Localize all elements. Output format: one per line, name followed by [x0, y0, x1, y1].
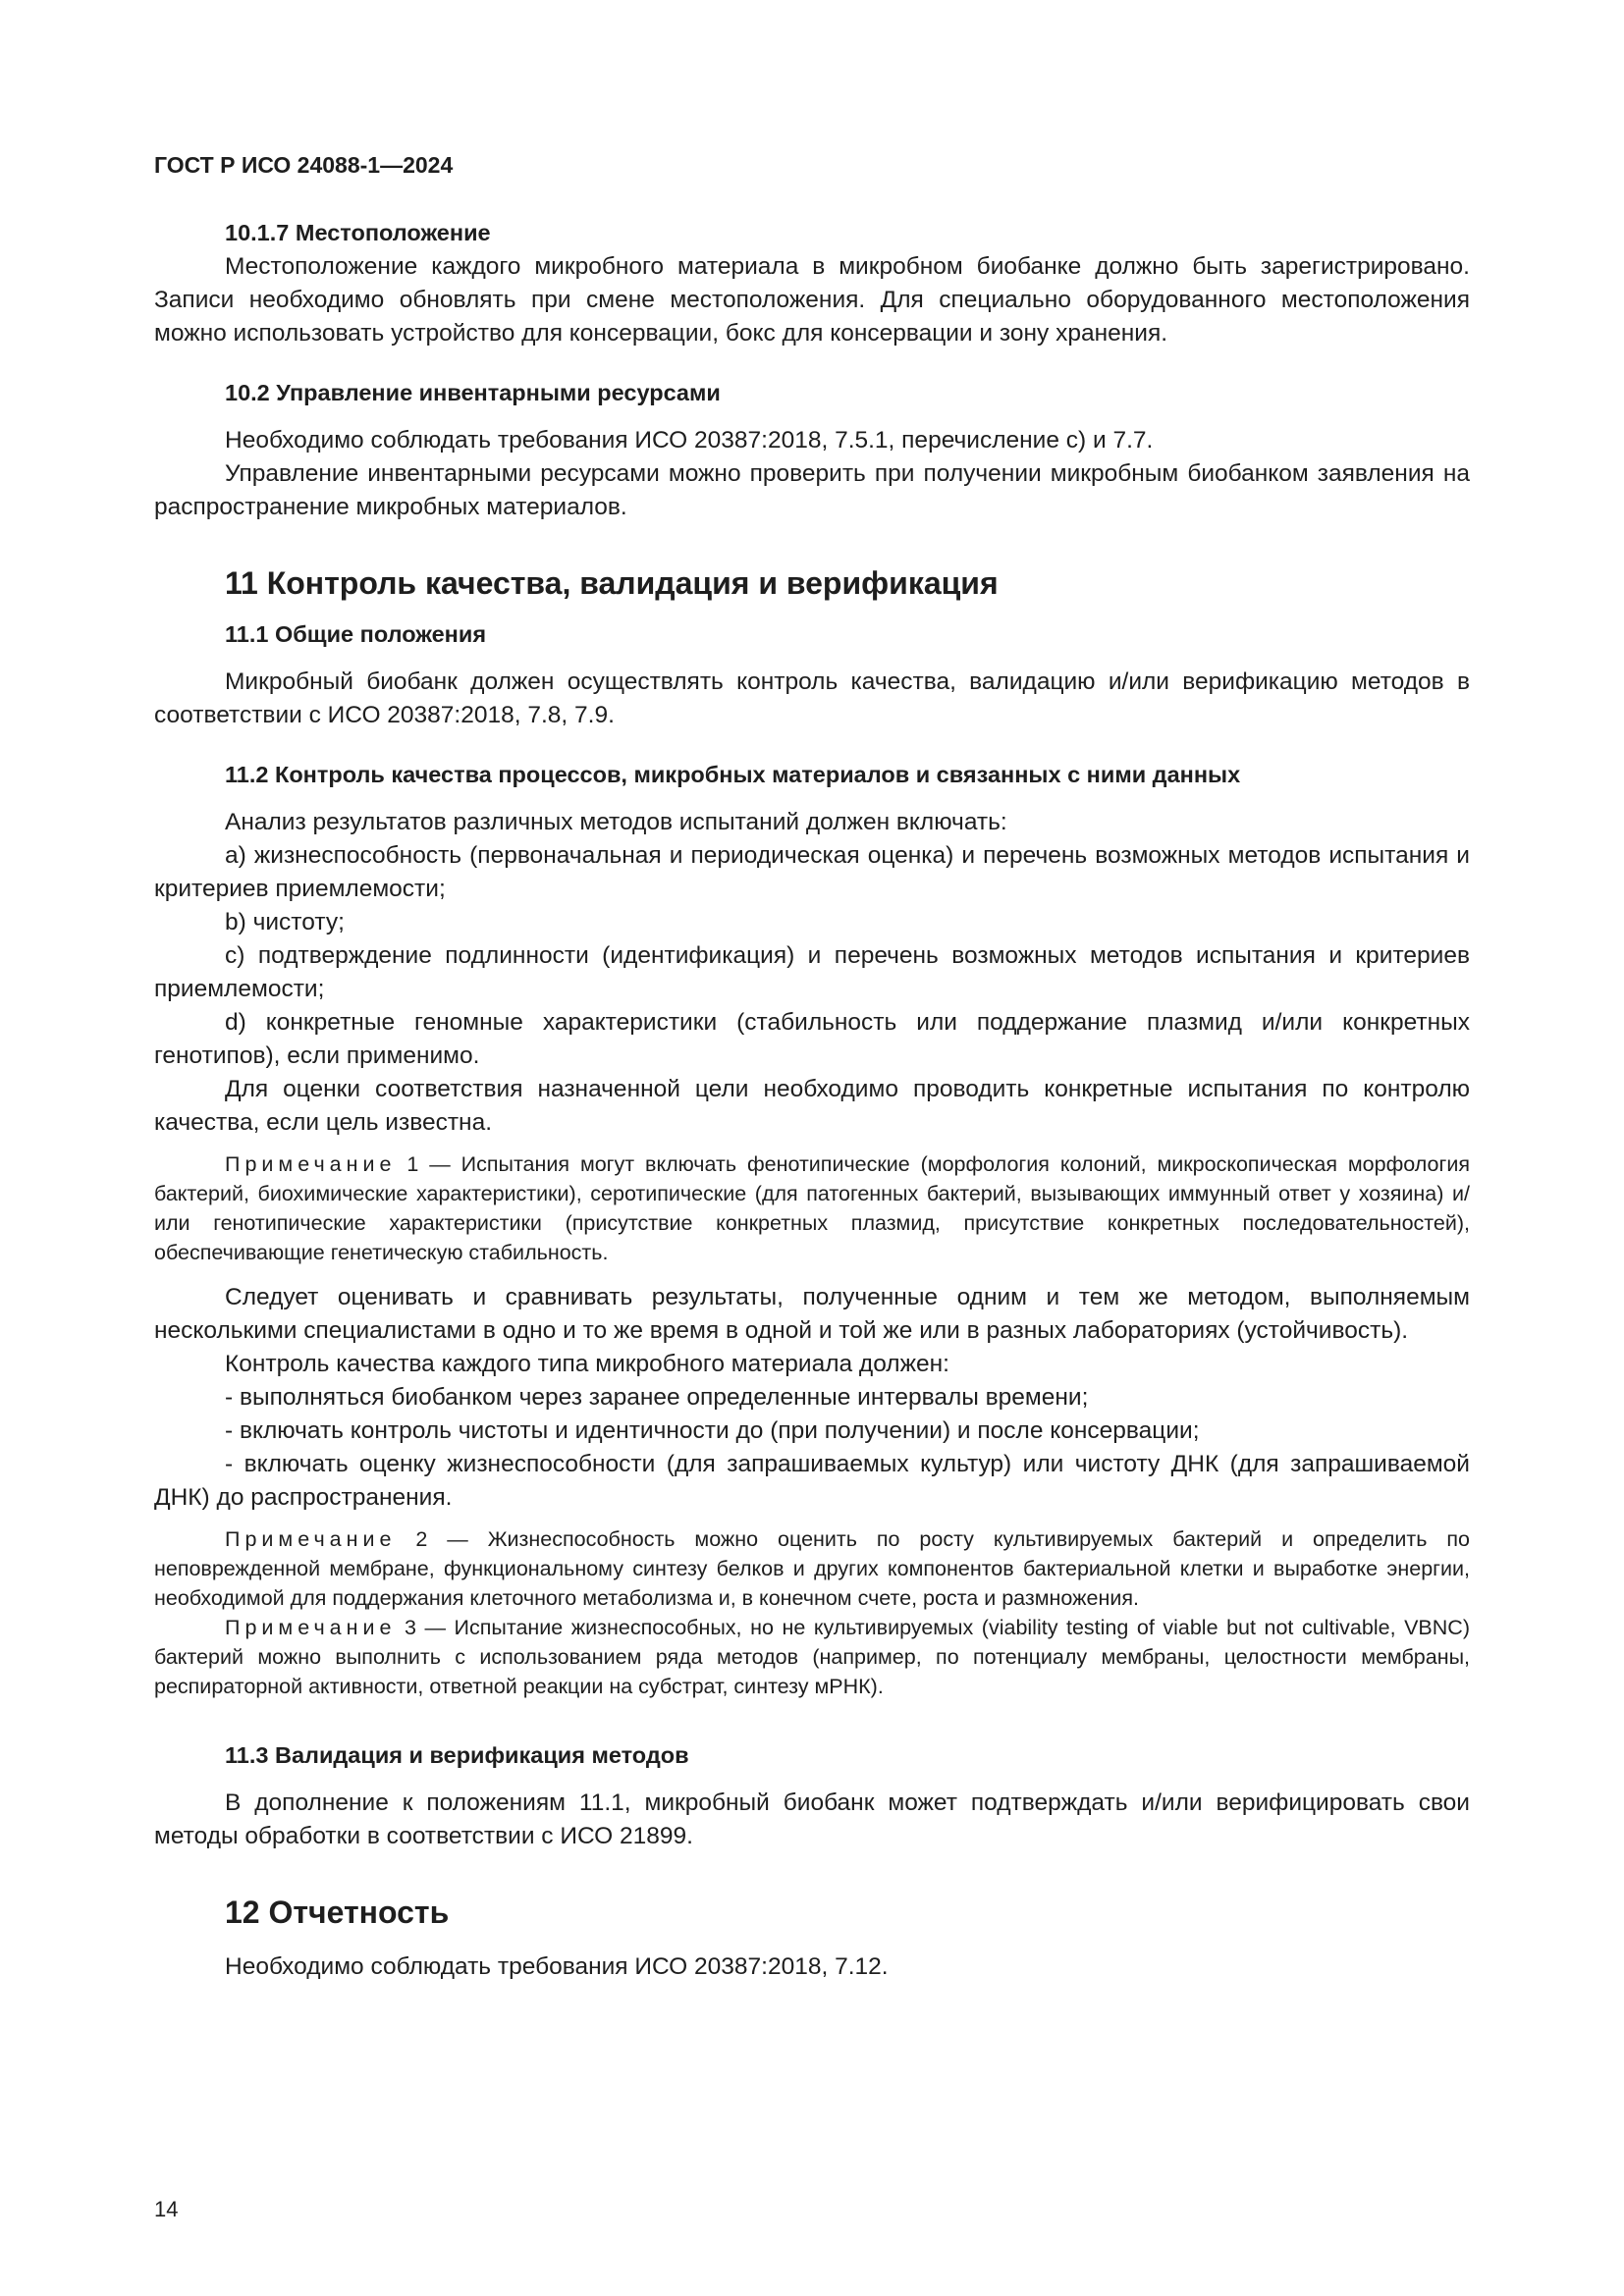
- list-item: - выполняться биобанком через заранее определенные интервалы времени;: [225, 1384, 1089, 1411]
- section-11-1-heading: 11.1 Общие положения: [225, 621, 487, 647]
- note-text: 2 — Жизнеспособность можно оценить по росту культивируемых бактерий и определить по неповрежденной мембране, функциональному синтезу белков и других компонентов бактериальной клетки и выработке энергии, необходимой для поддержания клеточного метаболизма и, в конечном счете, роста и размножения.: [154, 1527, 1470, 1610]
- paragraph: Необходимо соблюдать требования ИСО 20387:2018, 7.5.1, перечисление с) и 7.7.: [225, 427, 1154, 454]
- paragraph: Контроль качества каждого типа микробного материала должен:: [225, 1351, 949, 1377]
- list-item: d) конкретные геномные характеристики (стабильность или поддержание плазмид и/или конкретных генотипов), если применимо.: [154, 1009, 1470, 1069]
- list-item: - включать оценку жизнеспособности (для запрашиваемых культур) или чистоту ДНК (для запрашиваемой ДНК) до распространения.: [154, 1451, 1470, 1511]
- note-label: Примечание: [225, 1527, 397, 1551]
- note-label: Примечание: [225, 1152, 397, 1176]
- document-header: ГОСТ Р ИСО 24088-1—2024: [154, 152, 454, 178]
- section-10-2-heading: 10.2 Управление инвентарными ресурсами: [225, 380, 721, 405]
- note-text: 1 — Испытания могут включать фенотипические (морфология колоний, микроскопическая морфология бактерий, биохимические характеристики), серотипические (для патогенных бактерий, вызывающих иммунный ответ у хозяина) и/или генотипические характеристики (присутствие конкретных плазмид, присутствие конкретных последовательностей), обеспечивающие генетическую стабильность.: [154, 1152, 1470, 1264]
- paragraph: Необходимо соблюдать требования ИСО 20387:2018, 7.12.: [225, 1953, 889, 1980]
- note-3: [154, 1613, 1470, 1701]
- paragraph: Следует оценивать и сравнивать результаты, полученные одним и тем же методом, выполняемым несколькими специалистами в одно и то же время в одной и той же или в разных лабораториях (устойчивость).: [154, 1284, 1470, 1344]
- section-12-heading: 12 Отчетность: [225, 1895, 450, 1930]
- note-label: Примечание: [225, 1616, 397, 1639]
- paragraph: Микробный биобанк должен осуществлять контроль качества, валидацию и/или верификацию методов в соответствии с ИСО 20387:2018, 7.8, 7.9.: [154, 668, 1470, 728]
- section-11-3-heading: 11.3 Валидация и верификация методов: [225, 1742, 689, 1768]
- note-2: [154, 1524, 1470, 1613]
- section-11-heading: 11 Контроль качества, валидация и верификация: [225, 565, 999, 601]
- page-number: 14: [154, 2197, 179, 2221]
- list-item: b) чистоту;: [225, 909, 345, 935]
- note-text: 3 — Испытание жизнеспособных, но не культивируемых (viability testing of viable but not cultivable, VBNC) бактерий можно выполнить с использованием ряда методов (например, по потенциалу мембраны, целостности мембраны, респираторной активности, ответной реакции на субстрат, синтезу мРНК).: [154, 1616, 1470, 1698]
- list-item: a) жизнеспособность (первоначальная и периодическая оценка) и перечень возможных методов испытания и критериев приемлемости;: [154, 842, 1470, 902]
- paragraph: Анализ результатов различных методов испытаний должен включать:: [225, 809, 1007, 835]
- paragraph: Управление инвентарными ресурсами можно проверить при получении микробным биобанком заявления на распространение микробных материалов.: [154, 460, 1470, 520]
- paragraph: В дополнение к положениям 11.1, микробный биобанк может подтверждать и/или верифицировать свои методы обработки в соответствии с ИСО 21899.: [154, 1789, 1470, 1849]
- paragraph: Местоположение каждого микробного материала в микробном биобанке должно быть зарегистрировано. Записи необходимо обновлять при смене местоположения. Для специально оборудованного местоположения можно использовать устройство для консервации, бокс для консервации и зону хранения.: [154, 253, 1470, 347]
- section-11-2-heading: 11.2 Контроль качества процессов, микробных материалов и связанных с ними данных: [225, 762, 1241, 787]
- list-item: c) подтверждение подлинности (идентификация) и перечень возможных методов испытания и критериев приемлемости;: [154, 942, 1470, 1002]
- note-1: [154, 1149, 1470, 1267]
- list-item: - включать контроль чистоты и идентичности до (при получении) и после консервации;: [225, 1417, 1200, 1444]
- paragraph: Для оценки соответствия назначенной цели необходимо проводить конкретные испытания по контролю качества, если цель известна.: [154, 1076, 1470, 1136]
- section-10-1-7-heading: 10.1.7 Местоположение: [225, 220, 491, 245]
